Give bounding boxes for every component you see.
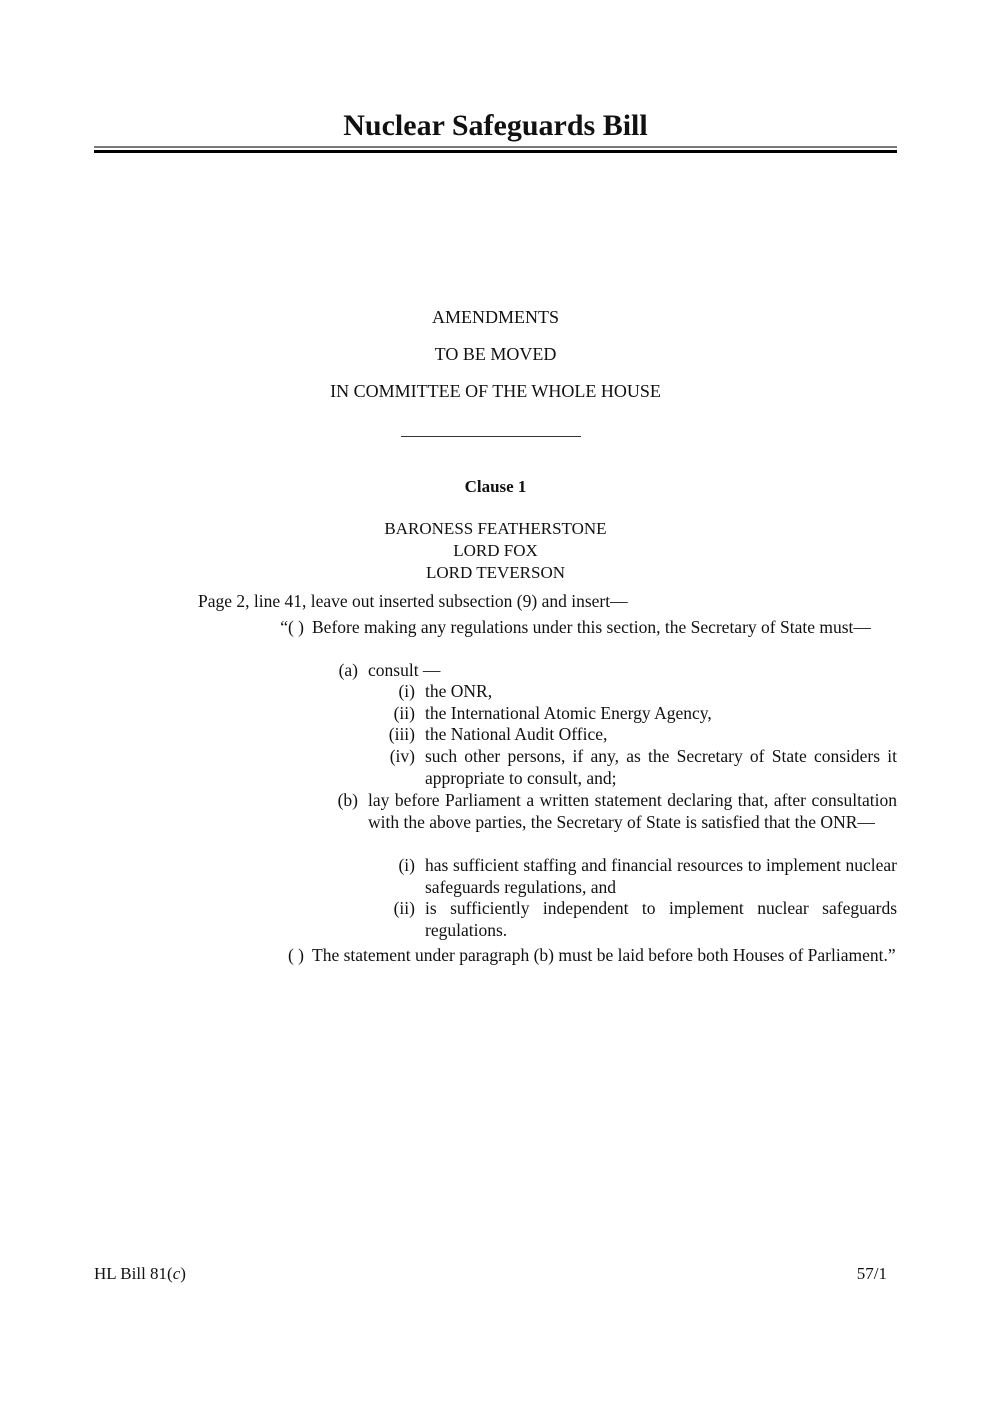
subsection-2-label: ( ) [287, 945, 304, 965]
paragraph-b-label: (b) [337, 790, 358, 810]
subparagraph-b-i-label: (i) [398, 855, 415, 875]
document-title: Nuclear Safeguards Bill [343, 109, 648, 142]
subparagraph-a-i-text: the ONR, [425, 681, 493, 701]
subparagraph-a-iii-label: (iii) [388, 724, 415, 744]
subparagraph-b-ii-text: is sufficiently independent to implement nuclear safeguards regulations. [425, 898, 897, 940]
subparagraph-a-iii-text: the National Audit Office, [425, 724, 608, 744]
subsection-1-label: “( ) [280, 617, 304, 637]
amendment-instruction: Page 2, line 41, leave out inserted subsection (9) and insert— [198, 591, 628, 611]
subparagraph-b-i-text: has sufficient staffing and financial resources to implement nuclear safeguards regulations, and [425, 855, 897, 897]
subparagraph-a-ii-text: the International Atomic Energy Agency, [425, 703, 712, 723]
subsection-1-text: Before making any regulations under this section, the Secretary of State must— [312, 617, 871, 637]
clause-heading: Clause 1 [464, 477, 527, 496]
subparagraph-a-iv-label: (iv) [389, 746, 415, 766]
heading-line-2: TO BE MOVED [434, 344, 557, 364]
subparagraph-a-iv-text: such other persons, if any, as the Secretary of State considers it appropriate to consult, and; [425, 746, 897, 788]
subparagraph-a-ii-label: (ii) [393, 703, 415, 723]
section-divider [401, 436, 581, 437]
bill-reference-italic: c [172, 1264, 181, 1283]
page-reference: 57/1 [856, 1264, 887, 1283]
mover-2: LORD FOX [453, 541, 538, 560]
paragraph-a-label: (a) [338, 660, 358, 680]
subparagraph-a-i-label: (i) [398, 681, 415, 701]
paragraph-a-text: consult — [368, 660, 441, 680]
paragraph-b-text: lay before Parliament a written statement declaring that, after consultation with the above parties, the Secretary of State is satisfied that the ONR— [368, 790, 897, 832]
title-rule-thin [94, 146, 897, 148]
heading-line-1: AMENDMENTS [431, 307, 559, 327]
subparagraph-b-ii-label: (ii) [393, 898, 415, 918]
mover-1: BARONESS FEATHERSTONE [384, 519, 607, 538]
bill-reference [94, 1263, 186, 1285]
title-rule-thick [94, 150, 897, 153]
mover-3: LORD TEVERSON [426, 563, 565, 582]
subsection-2-text: The statement under paragraph (b) must be laid before both Houses of Parliament.” [312, 945, 896, 965]
bill-reference-suffix: ) [180, 1264, 186, 1283]
bill-reference-prefix: HL Bill 81( [94, 1264, 173, 1283]
heading-line-3: IN COMMITTEE OF THE WHOLE HOUSE [330, 381, 661, 401]
